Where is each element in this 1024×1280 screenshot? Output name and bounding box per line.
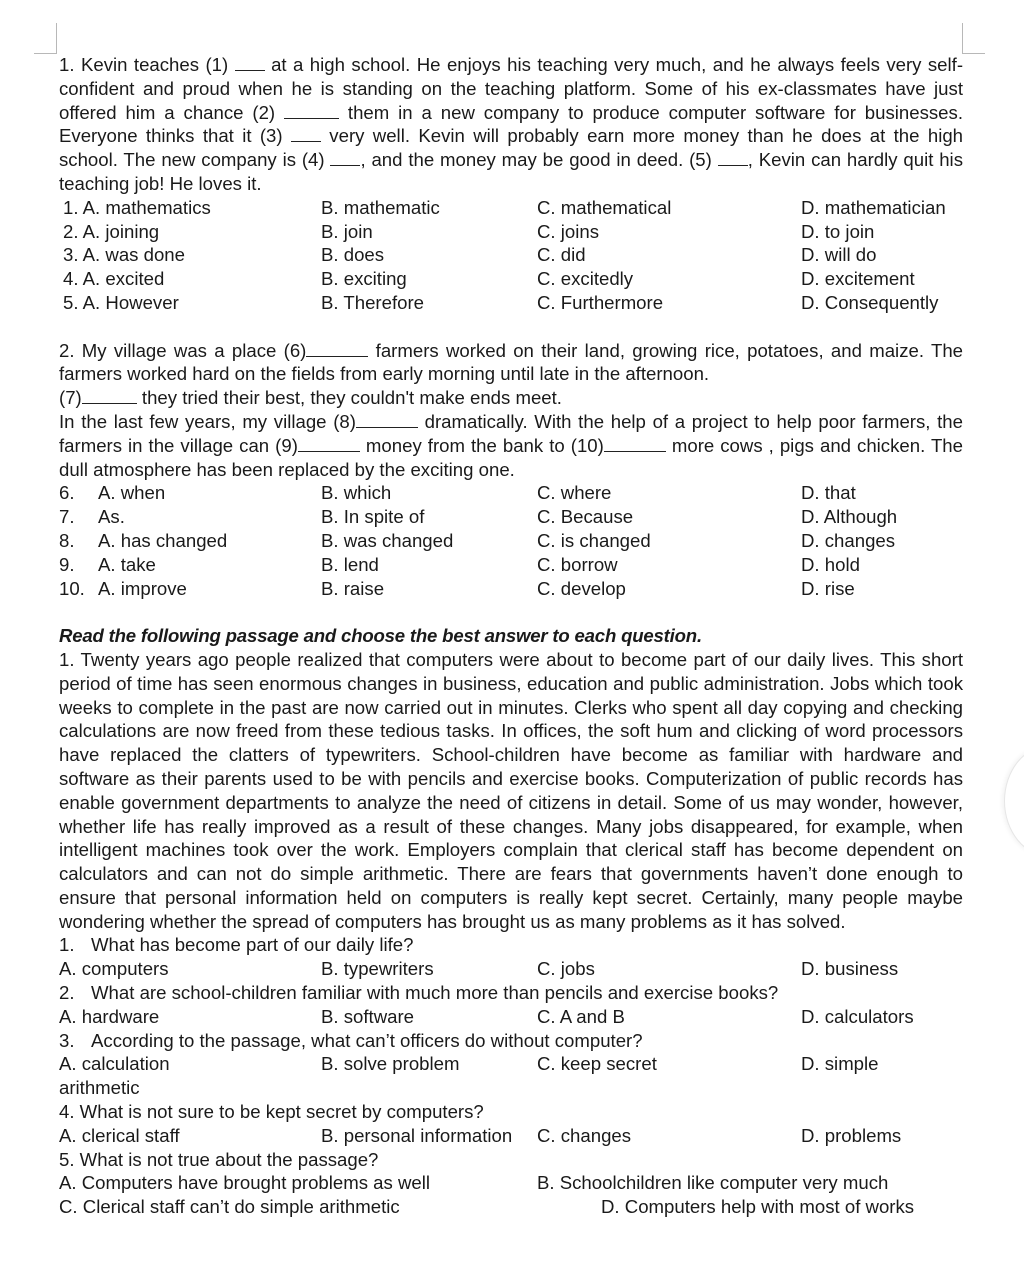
margin-corner-mark: [962, 23, 985, 54]
answer-blank: [330, 151, 360, 166]
instruction-heading: Read the following passage and choose the best answer to each question.: [59, 625, 702, 647]
passage-village-line: (7) they tried their best, they couldn't make ends meet.: [59, 387, 562, 409]
floating-edge-button[interactable]: [1004, 745, 1024, 857]
answer-blank: [284, 104, 339, 119]
answer-blank: [306, 342, 368, 357]
answer-blank: [356, 413, 418, 428]
option-row: 10. A. improve B. raise C. develop D. rise: [59, 577, 855, 599]
option-row: 4. A. excited B. exciting C. excitedly D. excitement: [63, 268, 915, 290]
option-row: A. Computers have brought problems as well B. Schoolchildren like computer very much: [59, 1172, 889, 1194]
answer-blank: [291, 127, 321, 142]
option-row: A. computers B. typewriters C. jobs D. business: [59, 958, 899, 980]
question-text: 3. According to the passage, what can’t officers do without computer?: [59, 1029, 643, 1051]
option-continuation: arithmetic: [59, 1077, 140, 1099]
passage-computers: 1. Twenty years ago people realized that computers were about to become part of our daily lives. This short period of time has seen enormous changes in business, education and public administration. Jobs which took weeks to complete in the past are now carried out in minutes. Clerks who spent all day copying and checking calculations are now freed from these tedious tasks. In offices, the soft hum and clicking of word processors have replaced the clatters of typewriters. School-children have become as familiar with hardware and software as their parents used to be with pencils and exercise books. Computerization of public records has enable government departments to analyze the need of citizens in detail. Some of us may wonder, however, whether life has really improved as a result of these changes. Many jobs disappeared, for example, when intelligent machines took over the work. Employers complain that clerical staff has become dependent on calculators and can not do simple arithmetic. There are fears that governments haven’t done enough to ensure that personal information held on computers is really kept secret. Certainly, many people maybe wondering whether the spread of computers has brought us as many problems as it has solved.: [59, 648, 963, 932]
option-row: 9. A. take B. lend C. borrow D. hold: [59, 553, 860, 575]
question-text: 4. What is not sure to be kept secret by computers?: [59, 1101, 484, 1123]
option-row: 8. A. has changed B. was changed C. is changed D. changes: [59, 529, 896, 551]
option-row: C. Clerical staff can’t do simple arithmetic D. Computers help with most of works: [59, 1196, 915, 1218]
option-row: 5. A. However B. Therefore C. Furthermore D. Consequently: [63, 291, 939, 313]
option-row: 1. A. mathematics B. mathematic C. mathematical D. mathematician: [63, 196, 946, 218]
answer-blank: [298, 437, 360, 452]
answer-blank: [82, 389, 137, 404]
passage-kevin: 1. Kevin teaches (1) at a high school. He enjoys his teaching very much, and he always feels very self-confident and proud when he is standing on the teaching platform. Some of his ex-classmates have just offered him a chance (2) them in a new company to produce computer software for businesses. Everyone thinks that it (3) very well. Kevin will probably earn more money than he does at the high school. The new company is (4) , and the money may be good in deed. (5) , Kevin can hardly quit his teaching job! He loves it.: [59, 54, 964, 194]
options-list: [59, 196, 963, 315]
answer-blank: [235, 56, 265, 71]
option-row: 2. A. joining B. join C. joins D. to join: [63, 220, 875, 242]
question-text: 1. What has become part of our daily life?: [59, 934, 414, 956]
answer-blank: [604, 437, 666, 452]
option-row: A. hardware B. software C. A and B D. calculators: [59, 1005, 914, 1027]
option-row: A. clerical staff B. personal information C. changes D. problems: [59, 1124, 902, 1146]
option-row: 6. A. when B. which C. where D. that: [59, 482, 856, 504]
answer-blank: [718, 151, 748, 166]
option-row: 3. A. was done B. does C. did D. will do: [63, 244, 877, 266]
passage-village-para2: In the last few years, my village (8) dramatically. With the help of a project to help poor farmers, the farmers in the village can (9) money from the bank to (10) more cows , pigs and chicken. The dull atmosphere has been replaced by the exciting one.: [59, 410, 963, 480]
document-page: [59, 53, 963, 1219]
options-list: [59, 481, 963, 600]
passage-village: 2. My village was a place (6) farmers worked on their land, growing rice, potatoes, and maize. The farmers worked hard on the fields from early morning until late in the afternoon.: [59, 339, 963, 385]
question-text: 5. What is not true about the passage?: [59, 1148, 379, 1170]
option-row: 7. As. B. In spite of C. Because D. Although: [59, 506, 898, 528]
question-text: 2. What are school-children familiar with much more than pencils and exercise books?: [59, 982, 779, 1004]
option-row: A. calculation B. solve problem C. keep secret D. simple: [59, 1053, 879, 1075]
margin-corner-mark: [34, 23, 57, 54]
